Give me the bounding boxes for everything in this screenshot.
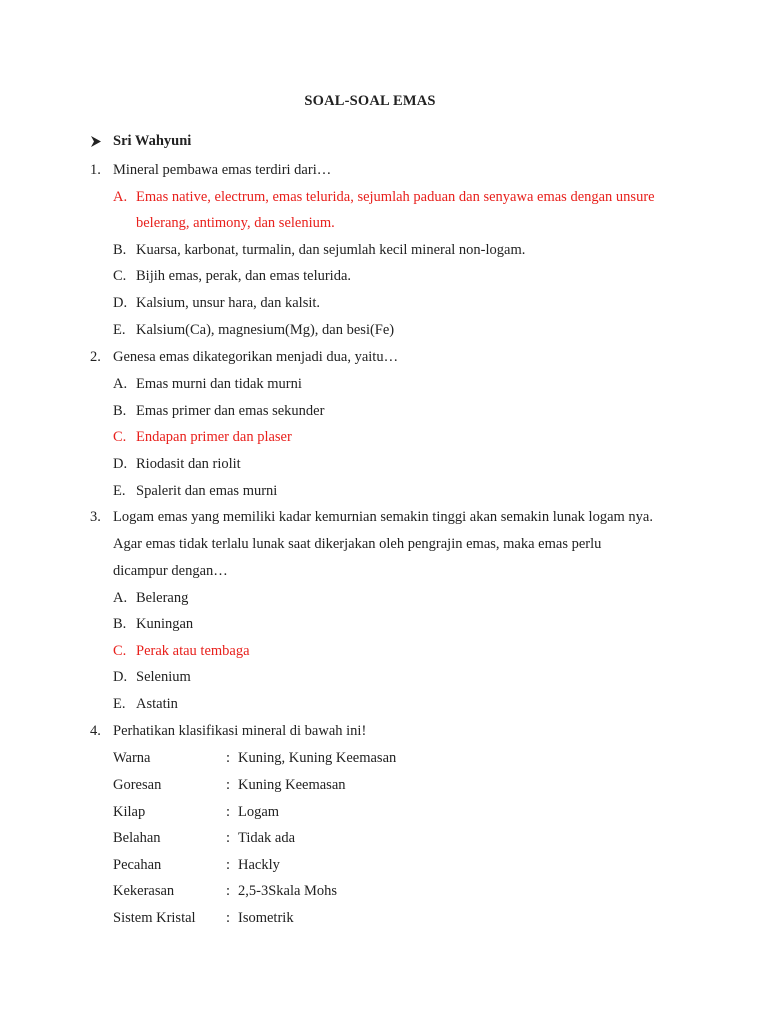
author-name: Sri Wahyuni <box>113 133 192 149</box>
question-text: Genesa emas dikategorikan menjadi dua, yaitu… <box>113 349 399 365</box>
property-colon: : <box>226 910 231 926</box>
option-letter: E. <box>113 483 126 499</box>
question-number: 4. <box>90 723 101 739</box>
option-text: Kuningan <box>136 616 194 632</box>
option-letter: D. <box>113 295 128 311</box>
property-key: Sistem Kristal <box>113 910 196 926</box>
option-letter: A. <box>113 376 128 392</box>
option-letter: B. <box>113 242 127 258</box>
property-colon: : <box>226 804 231 820</box>
option-text: Spalerit dan emas murni <box>136 483 278 499</box>
option-text-correct-cont: belerang, antimony, dan selenium. <box>136 215 335 231</box>
option-text: Kalsium(Ca), magnesium(Mg), dan besi(Fe) <box>136 322 395 338</box>
question-number: 2. <box>90 349 101 365</box>
option-text: Belerang <box>136 590 189 606</box>
option-letter: B. <box>113 616 127 632</box>
option-text: Riodasit dan riolit <box>136 456 241 472</box>
option-letter: E. <box>113 696 126 712</box>
option-letter: E. <box>113 322 126 338</box>
option-letter: D. <box>113 456 128 472</box>
property-value: Tidak ada <box>238 830 296 846</box>
option-text: Bijih emas, perak, dan emas telurida. <box>136 268 352 284</box>
property-value: 2,5-3Skala Mohs <box>238 883 338 899</box>
question-text-cont: dicampur dengan… <box>113 563 228 579</box>
option-letter: C. <box>113 429 127 445</box>
option-letter: C. <box>113 268 127 284</box>
question-number: 1. <box>90 162 101 178</box>
property-key: Warna <box>113 750 151 766</box>
property-value: Kuning Keemasan <box>238 777 346 793</box>
option-letter: A. <box>113 189 128 205</box>
property-colon: : <box>226 750 231 766</box>
property-key: Belahan <box>113 830 161 846</box>
option-text-correct: Emas native, electrum, emas telurida, sejumlah paduan dan senyawa emas dengan unsure <box>136 189 655 205</box>
arrow-bullet-icon <box>90 135 102 148</box>
option-letter: B. <box>113 403 127 419</box>
question-text: Logam emas yang memiliki kadar kemurnian semakin tinggi akan semakin lunak logam nya. <box>113 509 653 525</box>
property-colon: : <box>226 830 231 846</box>
option-text-correct: Endapan primer dan plaser <box>136 429 292 445</box>
question-text: Perhatikan klasifikasi mineral di bawah ini! <box>113 723 367 739</box>
property-colon: : <box>226 883 231 899</box>
property-value: Hackly <box>238 857 280 873</box>
property-key: Pecahan <box>113 857 162 873</box>
option-text: Emas murni dan tidak murni <box>136 376 302 392</box>
question-text-cont: Agar emas tidak terlalu lunak saat dikerjakan oleh pengrajin emas, maka emas perlu <box>113 536 602 552</box>
option-text-correct: Perak atau tembaga <box>136 643 250 659</box>
property-colon: : <box>226 777 231 793</box>
author-heading <box>90 133 191 150</box>
option-text: Selenium <box>136 669 191 685</box>
option-text: Kalsium, unsur hara, dan kalsit. <box>136 295 321 311</box>
option-letter: D. <box>113 669 128 685</box>
option-text: Astatin <box>136 696 178 712</box>
option-text: Kuarsa, karbonat, turmalin, dan sejumlah kecil mineral non-logam. <box>136 242 526 258</box>
property-value: Kuning, Kuning Keemasan <box>238 750 397 766</box>
question-text: Mineral pembawa emas terdiri dari… <box>113 162 332 178</box>
property-key: Goresan <box>113 777 162 793</box>
option-text: Emas primer dan emas sekunder <box>136 403 325 419</box>
question-number: 3. <box>90 509 101 525</box>
option-letter: C. <box>113 643 127 659</box>
property-colon: : <box>226 857 231 873</box>
page-title: SOAL-SOAL EMAS <box>304 93 436 109</box>
property-value: Isometrik <box>238 910 294 926</box>
option-letter: A. <box>113 590 128 606</box>
property-value: Logam <box>238 804 280 820</box>
property-key: Kilap <box>113 804 146 820</box>
property-key: Kekerasan <box>113 883 175 899</box>
